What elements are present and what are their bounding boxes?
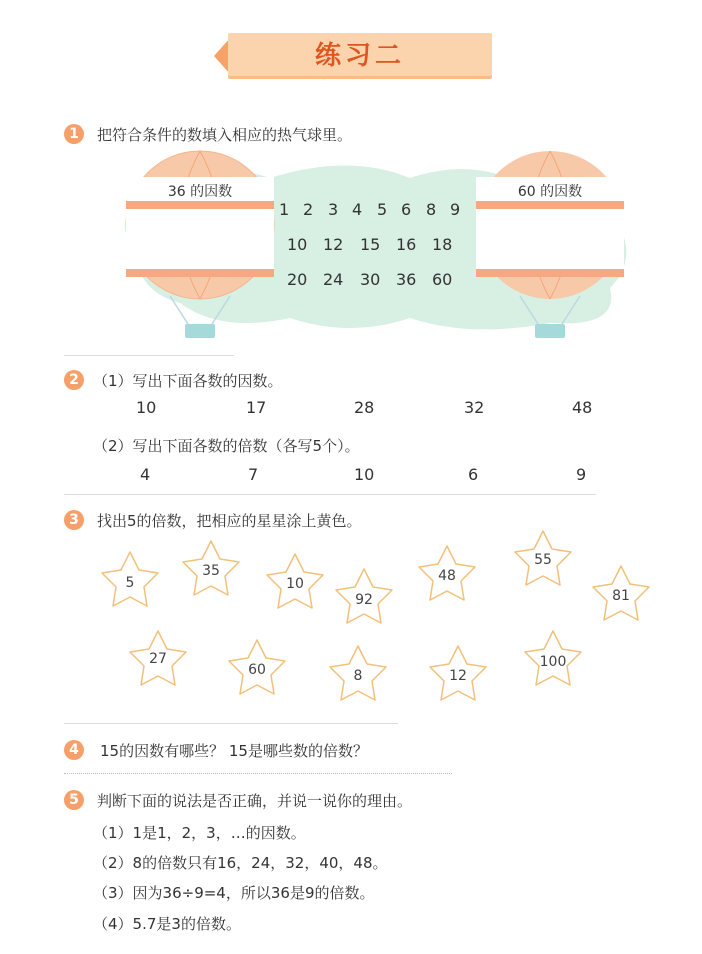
candidate-number: 16 <box>396 235 417 254</box>
candidate-number: 18 <box>432 235 453 254</box>
divider <box>64 723 398 724</box>
star-number: 10 <box>286 576 304 592</box>
star-number: 8 <box>353 668 363 684</box>
question-4-number: 4 <box>64 740 84 760</box>
star-number: 81 <box>612 588 630 604</box>
question-5-number: 5 <box>64 790 84 810</box>
multiple-number: 9 <box>576 465 587 484</box>
candidate-number: 2 <box>303 200 314 219</box>
question-2-part-1: （1）写出下面各数的因数。 <box>93 372 283 390</box>
candidate-number: 9 <box>450 200 461 219</box>
statement-item: （4）5.7是3的倍数。 <box>93 915 241 933</box>
star-number: 12 <box>449 668 467 684</box>
question-2-number: 2 <box>64 370 84 390</box>
candidate-number: 30 <box>360 270 381 289</box>
divider <box>64 494 596 495</box>
candidate-number: 6 <box>401 200 412 219</box>
star-number: 27 <box>149 651 167 667</box>
star-number: 92 <box>355 592 373 608</box>
statement-item: （3）因为36÷9=4，所以36是9的倍数。 <box>93 884 375 902</box>
statement-item: （2）8的倍数只有16，24，32，40，48。 <box>93 854 388 872</box>
divider <box>64 355 234 356</box>
candidate-number: 3 <box>328 200 339 219</box>
candidate-number: 4 <box>352 200 363 219</box>
divider <box>64 773 452 774</box>
candidate-number: 5 <box>377 200 388 219</box>
question-5-text: 判断下面的说法是否正确，并说一说你的理由。 <box>97 792 413 810</box>
question-1-text: 把符合条件的数填入相应的热气球里。 <box>97 126 353 144</box>
factor-number: 10 <box>136 398 157 417</box>
star-number: 5 <box>125 575 135 591</box>
question-1-number: 1 <box>64 124 84 144</box>
candidate-number: 10 <box>287 235 308 254</box>
page-title: 练习二 <box>314 41 405 71</box>
statement-item: （1）1是1，2，3，…的因数。 <box>93 824 306 842</box>
star-number: 60 <box>248 662 266 678</box>
multiple-number: 6 <box>468 465 479 484</box>
candidate-number: 15 <box>360 235 381 254</box>
title-banner <box>214 33 492 79</box>
candidate-number: 12 <box>323 235 344 254</box>
factor-number: 32 <box>464 398 485 417</box>
multiple-number: 10 <box>354 465 375 484</box>
factor-number: 48 <box>572 398 593 417</box>
candidate-number: 1 <box>279 200 290 219</box>
question-4-text: 15的因数有哪些？ 15是哪些数的倍数？ <box>100 742 368 760</box>
star-number: 55 <box>534 552 552 568</box>
candidate-number: 36 <box>396 270 417 289</box>
star-number: 100 <box>539 654 567 670</box>
candidate-number: 24 <box>323 270 344 289</box>
star-number: 35 <box>202 563 220 579</box>
right-balloon-label: 60 的因数 <box>517 184 583 200</box>
candidate-number: 8 <box>426 200 437 219</box>
multiple-number: 4 <box>140 465 151 484</box>
candidate-number: 60 <box>432 270 453 289</box>
factor-number: 17 <box>246 398 267 417</box>
candidate-number: 20 <box>287 270 308 289</box>
factor-number: 28 <box>354 398 375 417</box>
question-3-number: 3 <box>64 510 84 530</box>
multiple-number: 7 <box>248 465 259 484</box>
left-balloon-label: 36 的因数 <box>167 184 233 200</box>
question-2-part-2: （2）写出下面各数的倍数（各写5个）。 <box>93 437 360 455</box>
question-3-text: 找出5的倍数，把相应的星星涂上黄色。 <box>97 512 362 530</box>
star-number: 48 <box>438 568 456 584</box>
